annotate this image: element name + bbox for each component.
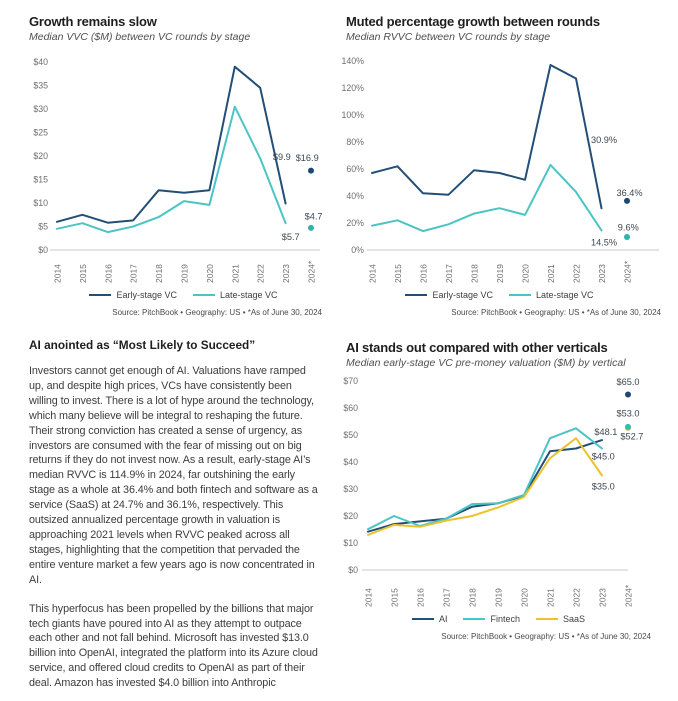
y-tick-label: 120% bbox=[341, 83, 364, 93]
y-tick-label: 80% bbox=[346, 137, 364, 147]
annotation-label: $9.9 bbox=[272, 151, 291, 162]
chart-source-rvvc: Source: PitchBook • Geography: US • *As of June 30, 2024 bbox=[451, 308, 661, 317]
annotation-label: 14.5% bbox=[591, 237, 618, 248]
x-tick-label: 2020 bbox=[204, 264, 215, 283]
annotation-label: $16.9 bbox=[295, 152, 319, 163]
annotation-label: $48.1 bbox=[594, 426, 618, 437]
legend-label: Fintech bbox=[490, 614, 520, 624]
y-tick-label: $25 bbox=[33, 127, 48, 138]
annotation-label: $35.0 bbox=[591, 481, 615, 492]
x-tick-label: 2015 bbox=[77, 264, 88, 283]
forecast-dot-early-stage-vc bbox=[624, 198, 630, 204]
chart-title-premoney: AI stands out compared with other verticals bbox=[346, 340, 608, 355]
x-tick-label: 2023 bbox=[597, 264, 607, 283]
y-tick-label: 60% bbox=[346, 164, 364, 174]
x-tick-label: 2022 bbox=[255, 264, 266, 283]
y-tick-label: $40 bbox=[33, 57, 48, 67]
y-tick-label: $30 bbox=[343, 484, 358, 494]
forecast-dot-ai bbox=[625, 392, 631, 398]
legend-swatch bbox=[193, 294, 215, 296]
x-tick-label: 2019 bbox=[495, 264, 505, 283]
annotation-label: 36.4% bbox=[616, 187, 643, 198]
chart-legend-vvc bbox=[14, 290, 353, 300]
y-tick-label: $10 bbox=[343, 538, 358, 548]
article-paragraph: This hyperfocus has been propelled by the billions that major tech giants have poured into AI as they attempt to outpace each other and not fall behind. Microsoft has invested $13.0 billion into OpenAI, integrated the platform into its Azure cloud service, and offered cloud credits to OpenAI as part of their deal. Amazon has invested $4.0 billion into Anthropic bbox=[29, 602, 318, 690]
y-tick-label: $20 bbox=[343, 511, 358, 521]
series-line-late-stage-vc bbox=[57, 107, 286, 232]
x-tick-label: 2017 bbox=[444, 264, 454, 283]
annotation-label: $4.7 bbox=[304, 211, 323, 222]
x-tick-label: 2018 bbox=[154, 264, 165, 283]
legend-label: Early-stage VC bbox=[432, 290, 493, 300]
y-tick-label: $0 bbox=[38, 245, 48, 255]
y-tick-label: 140% bbox=[341, 56, 364, 66]
x-tick-label: 2024* bbox=[623, 584, 634, 607]
series-line-early-stage-vc bbox=[372, 65, 602, 208]
y-tick-label: $10 bbox=[33, 198, 48, 208]
chart-section-rvvc bbox=[339, 0, 678, 330]
x-tick-label: 2022 bbox=[571, 264, 582, 283]
x-tick-label: 2024* bbox=[306, 260, 317, 283]
line-chart-canvas bbox=[0, 48, 339, 288]
x-tick-label: 2022 bbox=[571, 588, 582, 607]
annotation-label: $53.0 bbox=[616, 408, 640, 419]
chart-title-vvc: Growth remains slow bbox=[29, 14, 157, 29]
legend-label: AI bbox=[438, 614, 448, 624]
x-tick-label: 2018 bbox=[469, 264, 480, 283]
premoney-line-chart bbox=[339, 372, 678, 612]
x-tick-label: 2020 bbox=[519, 588, 530, 607]
legend-item-fintech bbox=[463, 614, 520, 624]
annotation-label: $5.7 bbox=[281, 231, 300, 242]
forecast-dot-early-stage-vc bbox=[308, 168, 314, 174]
x-tick-label: 2024* bbox=[622, 260, 633, 283]
y-tick-label: $70 bbox=[343, 376, 358, 386]
x-tick-label: 2016 bbox=[103, 264, 114, 283]
line-chart-canvas bbox=[339, 48, 678, 288]
vvc-line-chart bbox=[0, 48, 339, 288]
x-tick-label: 2015 bbox=[389, 588, 400, 607]
y-tick-label: 20% bbox=[346, 218, 364, 228]
legend-item-late-stage-vc bbox=[193, 290, 278, 300]
forecast-dot-late-stage-vc bbox=[308, 225, 314, 231]
x-tick-label: 2019 bbox=[179, 264, 190, 283]
y-tick-label: $50 bbox=[343, 430, 358, 440]
chart-subtitle-vvc: Median VVC ($M) between VC rounds by stage bbox=[29, 31, 251, 43]
y-tick-label: $40 bbox=[343, 457, 358, 467]
y-tick-label: 100% bbox=[341, 110, 364, 120]
annotation-label: $45.0 bbox=[591, 451, 615, 462]
annotation-label: 9.6% bbox=[617, 222, 639, 233]
chart-source-vvc: Source: PitchBook • Geography: US • *As of June 30, 2024 bbox=[112, 308, 322, 317]
article-section bbox=[0, 330, 339, 701]
series-line-ai bbox=[368, 440, 602, 532]
chart-subtitle-rvvc: Median RVVC between VC rounds by stage bbox=[346, 31, 551, 43]
x-tick-label: 2014 bbox=[367, 264, 378, 283]
article-body bbox=[29, 364, 322, 701]
legend-label: SaaS bbox=[563, 614, 586, 624]
legend-label: Early-stage VC bbox=[116, 290, 177, 300]
annotation-label: 30.9% bbox=[591, 134, 618, 145]
legend-swatch bbox=[412, 618, 434, 620]
y-tick-label: 40% bbox=[346, 191, 364, 201]
forecast-dot-fintech bbox=[625, 424, 631, 430]
annotation-label: $65.0 bbox=[616, 376, 640, 387]
y-tick-label: $0 bbox=[348, 565, 358, 575]
legend-swatch bbox=[536, 618, 558, 620]
legend-swatch bbox=[405, 294, 427, 296]
x-tick-label: 2020 bbox=[520, 264, 531, 283]
x-tick-label: 2021 bbox=[546, 264, 556, 283]
annotation-label: $52.7 bbox=[620, 431, 644, 442]
y-tick-label: $15 bbox=[33, 174, 48, 185]
x-tick-label: 2015 bbox=[393, 264, 403, 283]
series-line-early-stage-vc bbox=[57, 67, 286, 223]
legend-label: Late-stage VC bbox=[535, 290, 594, 300]
legend-swatch bbox=[509, 294, 531, 296]
x-tick-label: 2023 bbox=[597, 588, 608, 607]
forecast-dot-late-stage-vc bbox=[624, 234, 630, 240]
legend-item-ai bbox=[412, 614, 448, 624]
legend-swatch bbox=[89, 294, 111, 296]
legend-item-early-stage-vc bbox=[405, 290, 493, 300]
x-tick-label: 2016 bbox=[415, 588, 426, 607]
legend-item-late-stage-vc bbox=[509, 290, 594, 300]
x-tick-label: 2018 bbox=[467, 588, 478, 607]
legend-swatch bbox=[463, 618, 485, 620]
chart-legend-premoney bbox=[329, 614, 668, 624]
y-tick-label: $5 bbox=[38, 221, 48, 232]
x-tick-label: 2021 bbox=[545, 588, 556, 607]
chart-title-rvvc: Muted percentage growth between rounds bbox=[346, 14, 600, 29]
chart-subtitle-premoney: Median early-stage VC pre-money valuation ($M) by vertical bbox=[346, 357, 626, 369]
x-tick-label: 2023 bbox=[281, 264, 292, 283]
x-tick-label: 2019 bbox=[493, 588, 504, 607]
x-tick-label: 2014 bbox=[52, 264, 63, 283]
x-tick-label: 2014 bbox=[363, 588, 374, 607]
article-heading: AI anointed as “Most Likely to Succeed” bbox=[29, 338, 256, 352]
y-tick-label: $30 bbox=[33, 104, 48, 114]
legend-label: Late-stage VC bbox=[219, 290, 278, 300]
chart-section-vvc bbox=[0, 0, 339, 330]
chart-legend-rvvc bbox=[330, 290, 669, 300]
series-line-fintech bbox=[368, 428, 602, 529]
legend-item-saas bbox=[536, 614, 585, 624]
x-tick-label: 2017 bbox=[441, 588, 452, 607]
x-tick-label: 2016 bbox=[418, 264, 429, 283]
legend-item-early-stage-vc bbox=[89, 290, 177, 300]
x-tick-label: 2021 bbox=[230, 264, 241, 283]
line-chart-canvas bbox=[339, 372, 678, 612]
y-tick-label: $20 bbox=[33, 151, 48, 161]
y-tick-label: 0% bbox=[351, 245, 364, 255]
y-tick-label: $35 bbox=[33, 80, 48, 91]
y-tick-label: $60 bbox=[343, 403, 358, 413]
rvvc-line-chart bbox=[339, 48, 678, 288]
chart-source-premoney: Source: PitchBook • Geography: US • *As of June 30, 2024 bbox=[441, 632, 651, 641]
x-tick-label: 2017 bbox=[128, 264, 139, 283]
chart-section-premoney bbox=[339, 330, 678, 701]
article-paragraph: Investors cannot get enough of AI. Valuations have ramped up, and despite high prices, VCs have consistently been willing to invest. There is a lot of hype around the technology, which many believe will be integral to reshaping the future. Their strong conviction has created a sense of urgency, as investors are consumed with the fear of missing out on big returns if they do not invest now. As a result, early-stage AI’s median RVVC is 114.9% in 2024, far outshining the early stage as a whole at 36.4% and both fintech and software as a service (SaaS) at 24.7% and 36.1%, respectively. This outsized annualized percentage growth in valuation is approaching 2021 levels when RVVC peaked across all stages, highlighting that the competition that pervaded the entire venture market a few years ago is now concentrated in AI. bbox=[29, 365, 318, 586]
